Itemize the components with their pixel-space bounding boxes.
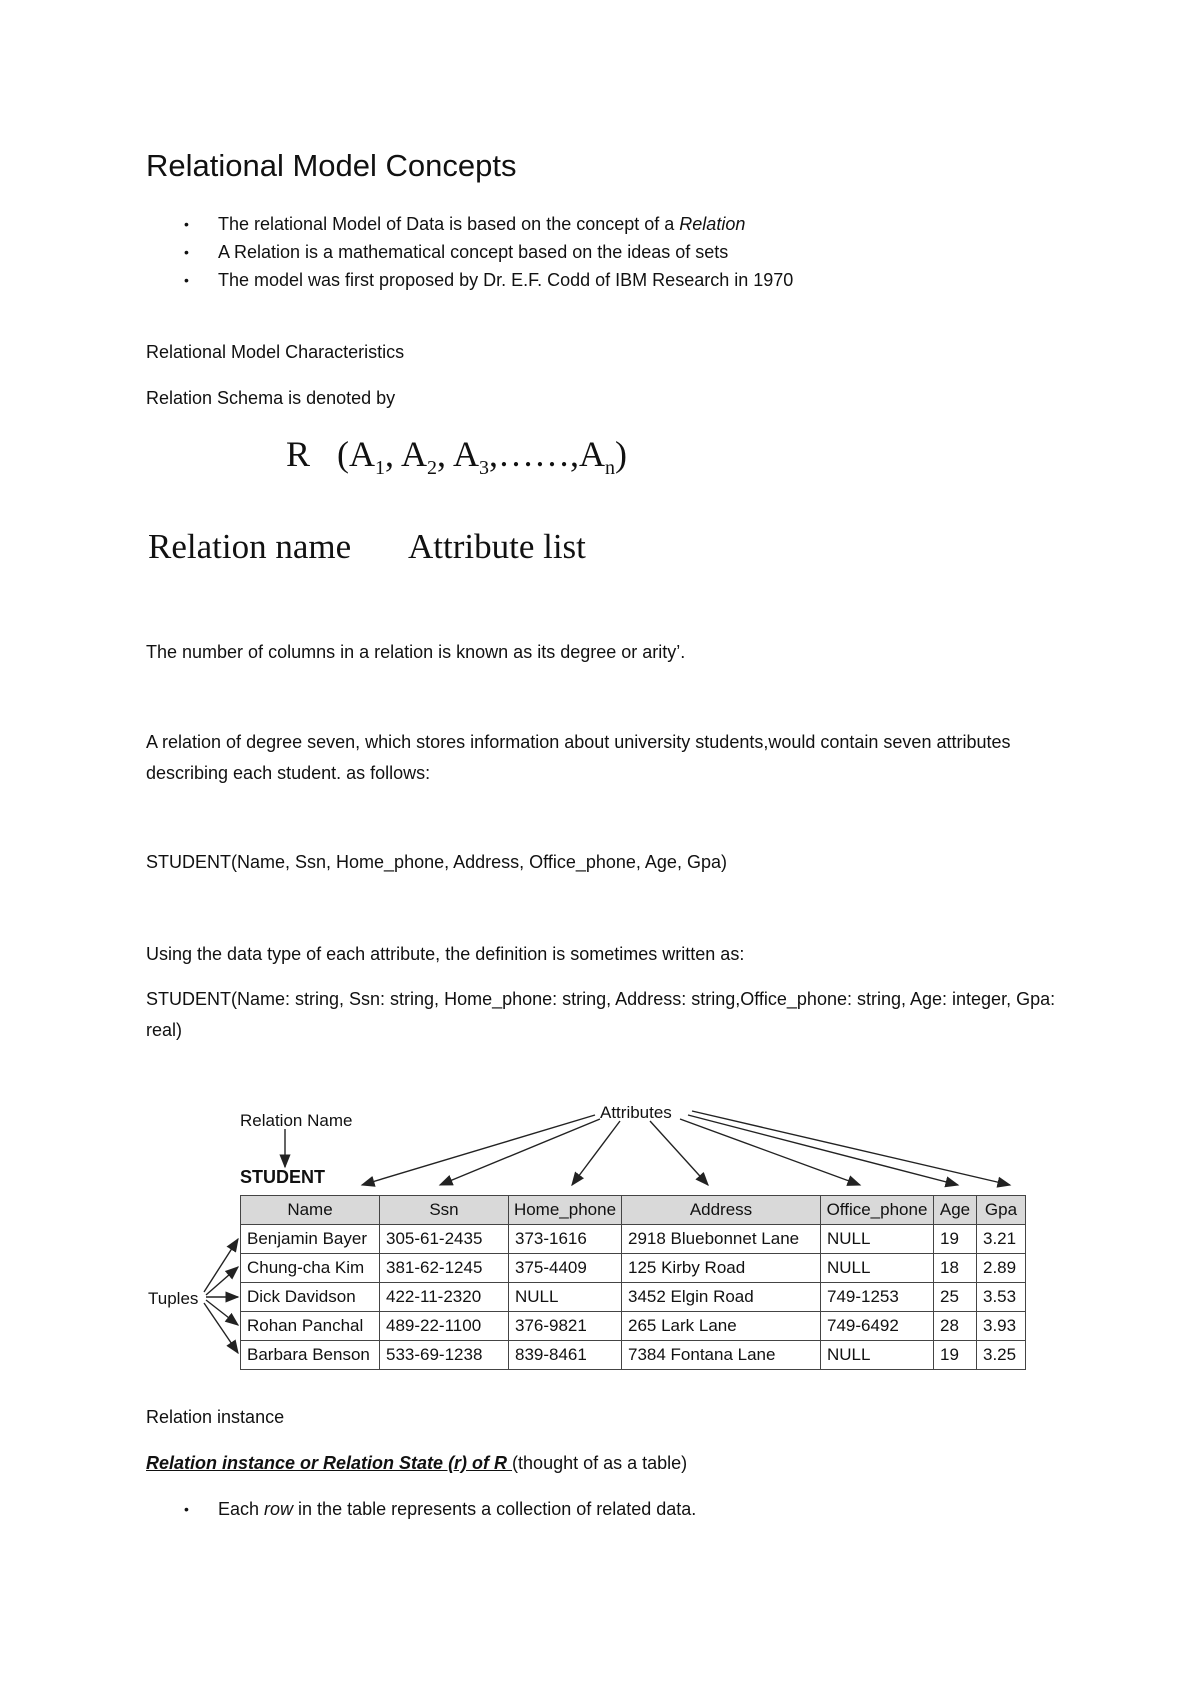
- bullet-text: The relational Model of Data is based on the concept of a: [218, 214, 680, 234]
- page-title: Relational Model Concepts: [146, 148, 517, 183]
- table-cell: 305-61-2435: [380, 1225, 509, 1254]
- table-name: STUDENT: [240, 1167, 325, 1187]
- table-cell: 373-1616: [509, 1225, 622, 1254]
- table-cell: 125 Kirby Road: [622, 1254, 821, 1283]
- bullet-item: [146, 238, 793, 266]
- attr-subscript: n: [605, 457, 616, 480]
- bullet-text: Each: [218, 1499, 265, 1519]
- bullet-emphasis: Relation: [679, 214, 746, 234]
- bullet-text: A Relation is a mathematical concept based on the ideas of sets: [218, 242, 729, 262]
- column-header: Ssn: [380, 1196, 509, 1225]
- tuples-caption: Tuples: [148, 1289, 199, 1308]
- tuple-arrow: [204, 1239, 238, 1292]
- table-cell: 2.89: [977, 1254, 1026, 1283]
- table-cell: 3.53: [977, 1283, 1026, 1312]
- relation-schema-formula: [286, 433, 627, 480]
- table-cell: 28: [934, 1312, 977, 1341]
- table-cell: 381-62-1245: [380, 1254, 509, 1283]
- table-cell: 533-69-1238: [380, 1341, 509, 1370]
- bullet-item: [146, 266, 793, 294]
- student-table: [240, 1195, 1026, 1370]
- relation-name-label: Relation name: [148, 527, 352, 566]
- table-cell: 7384 Fontana Lane: [622, 1341, 821, 1370]
- relation-instance-heading: Relation instance: [146, 1407, 285, 1427]
- attr-subscript: 2: [427, 457, 438, 480]
- table-cell: 749-6492: [821, 1312, 934, 1341]
- attr-part: , A: [385, 434, 428, 474]
- table-row: [241, 1225, 1026, 1254]
- column-header: Name: [241, 1196, 380, 1225]
- column-header: Office_phone: [821, 1196, 934, 1225]
- column-header: Home_phone: [509, 1196, 622, 1225]
- degree-text: The number of columns in a relation is known as its degree or arity’.: [146, 642, 686, 662]
- table-cell: 3.21: [977, 1225, 1026, 1254]
- table-cell: Dick Davidson: [241, 1283, 380, 1312]
- table-header-row: [241, 1196, 1026, 1225]
- table-cell: NULL: [821, 1341, 934, 1370]
- table-cell: 18: [934, 1254, 977, 1283]
- table-row: [241, 1312, 1026, 1341]
- table-cell: 749-1253: [821, 1283, 934, 1312]
- table-cell: NULL: [821, 1254, 934, 1283]
- attr-part: ): [615, 434, 628, 474]
- relation-state-emphasis: Relation instance or Relation State (r) of R: [146, 1453, 513, 1473]
- attribute-arrow: [688, 1115, 958, 1185]
- attribute-arrow: [650, 1121, 708, 1185]
- bullet-emphasis: row: [264, 1499, 294, 1519]
- attr-subscript: 1: [375, 457, 386, 480]
- table-cell: Benjamin Bayer: [241, 1225, 380, 1254]
- table-cell: NULL: [821, 1225, 934, 1254]
- schema-intro: Relation Schema is denoted by: [146, 388, 396, 408]
- tuple-arrow: [204, 1303, 238, 1353]
- table-cell: 265 Lark Lane: [622, 1312, 821, 1341]
- table-cell: 2918 Bluebonnet Lane: [622, 1225, 821, 1254]
- attr-part: ,……,A: [489, 434, 606, 474]
- concepts-bullet-list: [146, 210, 793, 294]
- table-row: [241, 1254, 1026, 1283]
- column-header: Age: [934, 1196, 977, 1225]
- relation-state-line: [146, 1449, 687, 1477]
- table-cell: 489-22-1100: [380, 1312, 509, 1341]
- table-cell: NULL: [509, 1283, 622, 1312]
- attr-part: , A: [437, 434, 480, 474]
- column-header: Address: [622, 1196, 821, 1225]
- bullet-item: [146, 1495, 696, 1523]
- student-schema: STUDENT(Name, Ssn, Home_phone, Address, Office_phone, Age, Gpa): [146, 852, 727, 872]
- relation-state-rest: (thought of as a table): [512, 1453, 688, 1473]
- table-cell: 3452 Elgin Road: [622, 1283, 821, 1312]
- attribute-arrow: [362, 1115, 595, 1185]
- bullet-text: The model was first proposed by Dr. E.F. Codd of IBM Research in 1970: [218, 270, 794, 290]
- degree-seven-text: A relation of degree seven, which stores information about university students,would contain seven attributes describing each student. as follows:: [146, 732, 1011, 783]
- student-typed-schema: STUDENT(Name: string, Ssn: string, Home_phone: string, Address: string,Office_phone: string, Age: integer, Gpa: real): [146, 989, 1056, 1040]
- datatype-intro: Using the data type of each attribute, the definition is sometimes written as:: [146, 944, 745, 964]
- table-cell: 375-4409: [509, 1254, 622, 1283]
- attribute-arrow: [692, 1111, 1010, 1185]
- table-cell: 376-9821: [509, 1312, 622, 1341]
- table-cell: 3.93: [977, 1312, 1026, 1341]
- table-cell: 19: [934, 1341, 977, 1370]
- table-row: [241, 1341, 1026, 1370]
- table-cell: 25: [934, 1283, 977, 1312]
- table-cell: Rohan Panchal: [241, 1312, 380, 1341]
- relation-name-caption: Relation Name: [240, 1111, 353, 1130]
- attributes-caption: Attributes: [600, 1103, 672, 1122]
- table-cell: 839-8461: [509, 1341, 622, 1370]
- column-header: Gpa: [977, 1196, 1026, 1225]
- attribute-list-label: Attribute list: [408, 527, 586, 566]
- attribute-arrow: [572, 1121, 620, 1185]
- table-row: [241, 1283, 1026, 1312]
- attribute-arrow: [440, 1119, 600, 1185]
- table-cell: Chung-cha Kim: [241, 1254, 380, 1283]
- bullet-item: [146, 210, 793, 238]
- bullet-text: in the table represents a collection of related data.: [293, 1499, 697, 1519]
- relation-schema-image: [146, 425, 646, 580]
- characteristics-heading: Relational Model Characteristics: [146, 342, 405, 362]
- instance-bullet-list: [146, 1495, 696, 1523]
- table-cell: 422-11-2320: [380, 1283, 509, 1312]
- attr-part: (A: [337, 434, 376, 474]
- table-cell: 19: [934, 1225, 977, 1254]
- relation-symbol: R: [286, 434, 311, 474]
- attr-subscript: 3: [479, 457, 490, 480]
- table-cell: Barbara Benson: [241, 1341, 380, 1370]
- student-relation-figure: [140, 1095, 1060, 1385]
- table-cell: 3.25: [977, 1341, 1026, 1370]
